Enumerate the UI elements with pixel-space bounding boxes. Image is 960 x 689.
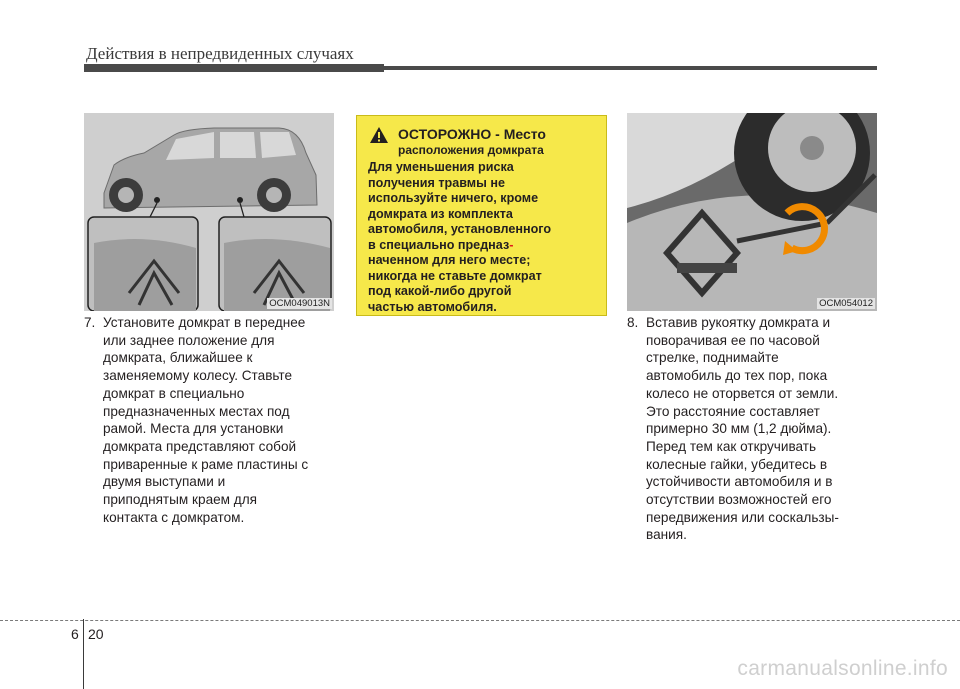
text-line: Установите домкрат в переднее — [103, 315, 306, 330]
warning-box — [356, 115, 607, 316]
warning-triangle-icon — [369, 126, 389, 144]
text-line: отсутствии возможностей его — [646, 492, 832, 508]
step-number: 7. — [84, 315, 96, 330]
step-number: 8. — [627, 315, 639, 330]
figure-jack-handle — [627, 113, 877, 311]
warning-line: автомобиля, установленного — [368, 222, 552, 236]
warning-line-text: в специально предназ — [368, 237, 510, 252]
text-line: устойчивости автомобиля и в — [646, 474, 833, 490]
warning-line — [368, 238, 598, 254]
warning-subtitle: расположения домкрата — [398, 143, 544, 157]
text-line: двумя выступами и — [103, 474, 226, 490]
text-line: домкрат в специально — [103, 385, 245, 401]
page-number: 20 — [88, 626, 104, 642]
hyphen-mark: - — [509, 237, 514, 252]
warning-title-main: ОСТОРОЖНО - Место — [398, 126, 546, 142]
text-line: колесные гайки, убедитесь в — [646, 456, 828, 472]
warning-title — [398, 126, 546, 158]
text-line: примерно 30 мм (1,2 дюйма). — [646, 421, 832, 437]
header-rule — [84, 66, 877, 70]
text-line: предназначенных местах под — [103, 403, 290, 419]
section-header: Действия в непредвиденных случаях — [86, 44, 354, 63]
figure-jack-points — [84, 113, 334, 311]
warning-line: Для уменьшения риска — [368, 160, 514, 174]
warning-line: используйте ничего, кроме — [368, 191, 539, 205]
text-line: заменяемому колесу. Ставьте — [103, 368, 293, 384]
text-line: колесо не оторвется от земли. — [646, 385, 839, 401]
warning-line: домкрата из комплекта — [368, 206, 513, 221]
footer-rule — [0, 620, 960, 621]
text-line: стрелке, поднимайте — [646, 350, 779, 366]
warning-line: никогда не ставьте домкрат — [368, 268, 542, 283]
figure-code: OCM049013N — [269, 298, 330, 309]
text-line: автомобиль до тех пор, пока — [646, 368, 828, 384]
jack-handle-illustration — [627, 113, 877, 311]
watermark-text: carmanualsonline.info — [737, 657, 948, 680]
text-line: Перед тем как откручивать — [646, 438, 817, 454]
text-line: приваренные к раме пластины с — [103, 456, 309, 472]
warning-line: под какой-либо другой — [368, 284, 512, 298]
text-line: домкрата представляют собой — [103, 438, 297, 454]
text-line: рамой. Места для установки — [103, 421, 284, 437]
text-line: вания. — [646, 527, 687, 543]
text-line: приподнятым краем для — [103, 492, 258, 508]
figure-code: OCM054012 — [819, 298, 873, 309]
section-number: 6 — [71, 626, 79, 642]
text-line: Вставив рукоятку домкрата и — [646, 315, 831, 330]
warning-line: получения травмы не — [368, 175, 505, 190]
warning-body — [368, 160, 598, 315]
warning-line: наченном для него месте; — [368, 253, 531, 267]
warning-line: частью автомобиля. — [368, 299, 497, 314]
text-line: или заднее положение для — [103, 332, 275, 348]
text-line: поворачивая ее по часовой — [646, 332, 820, 348]
step-7-text — [84, 314, 333, 526]
footer-divider — [83, 619, 84, 689]
text-line: домкрата, ближайшее к — [103, 350, 253, 366]
text-line: контакта с домкратом. — [103, 509, 245, 525]
text-line: Это расстояние составляет — [646, 403, 820, 419]
step-8-text — [627, 314, 878, 544]
car-jack-illustration — [84, 113, 334, 311]
text-line: передвижения или соскальзы- — [646, 509, 839, 525]
